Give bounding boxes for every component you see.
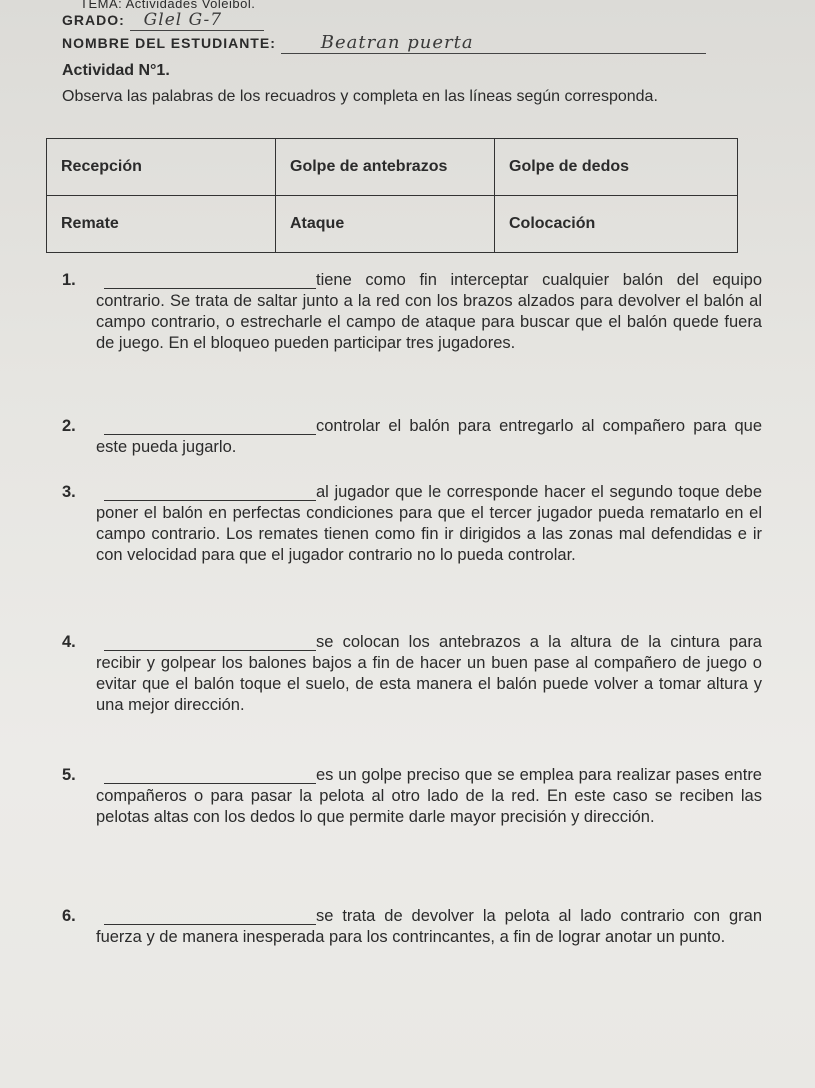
word-cell: Remate <box>47 196 276 253</box>
question-number: 3. <box>62 483 76 501</box>
question-text: se trata de devolver la pelota al lado contrario con gran fuerza y de manera inesperada para los contrincantes, a fin de lograr anotar un punto. <box>96 907 762 946</box>
activity-title: Actividad N°1. <box>62 62 170 79</box>
question-number: 4. <box>62 633 76 651</box>
answer-blank[interactable] <box>104 765 316 784</box>
answer-blank[interactable] <box>104 632 316 651</box>
word-cell: Golpe de dedos <box>495 139 738 196</box>
answer-blank[interactable] <box>104 270 316 289</box>
question-text: al jugador que le corresponde hacer el segundo toque debe poner el balón en perfectas condiciones para que el tercer jugador pueda rematarlo en el campo contrario. Los remates tienen como fin ir dirigidos a las zonas mal defendidas e ir con velocidad para que el jugador contrario no lo pueda controlar. <box>96 483 762 564</box>
question-item <box>62 416 762 458</box>
question-number: 5. <box>62 766 76 784</box>
question-number: 6. <box>62 907 76 925</box>
question-item <box>62 270 762 354</box>
question-item <box>62 906 762 948</box>
grade-row <box>62 10 264 31</box>
question-item <box>62 765 762 828</box>
question-number: 1. <box>62 271 76 289</box>
activity-instruction: Observa las palabras de los recuadros y completa en las líneas según corresponda. <box>62 88 658 105</box>
question-text: tiene como fin interceptar cualquier balón del equipo contrario. Se trata de saltar junto a la red con los brazos alzados para devolver el balón al campo contrario, o estrecharle el campo de ataque para buscar que el balón quede fuera de juego. En el bloqueo pueden participar tres jugadores. <box>96 271 762 352</box>
answer-blank[interactable] <box>104 906 316 925</box>
word-cell: Golpe de antebrazos <box>276 139 495 196</box>
student-name-handwritten-value: Beatran puerta <box>281 32 706 54</box>
word-cell: Colocación <box>495 196 738 253</box>
question-text: controlar el balón para entregarlo al compañero para que este pueda jugarlo. <box>96 417 762 456</box>
word-bank-row <box>47 139 738 196</box>
answer-blank[interactable] <box>104 416 316 435</box>
question-text: es un golpe preciso que se emplea para realizar pases entre compañeros o para pasar la pelota al otro lado de la red. En este caso se reciben las pelotas altas con los dedos lo que permite darle mayor precisión y dirección. <box>96 766 762 826</box>
grade-label: GRADO: <box>62 12 125 28</box>
word-bank-table <box>46 138 738 253</box>
question-item <box>62 632 762 716</box>
question-text: se colocan los antebrazos a la altura de la cintura para recibir y golpear los balones bajos a fin de hacer un buen pase al compañero de juego o evitar que el balón toque el suelo, de esta manera el balón puede volver a tomar altura y una mejor dirección. <box>96 633 762 714</box>
grade-handwritten-value: Glel G-7 <box>130 10 264 31</box>
word-cell: Recepción <box>47 139 276 196</box>
student-name-label: NOMBRE DEL ESTUDIANTE: <box>62 35 276 51</box>
question-item <box>62 482 762 566</box>
word-cell: Ataque <box>276 196 495 253</box>
student-row <box>62 32 706 54</box>
answer-blank[interactable] <box>104 482 316 501</box>
topic-header: TEMA: Actividades Voleibol. <box>80 0 256 11</box>
word-bank-row <box>47 196 738 253</box>
question-number: 2. <box>62 417 76 435</box>
